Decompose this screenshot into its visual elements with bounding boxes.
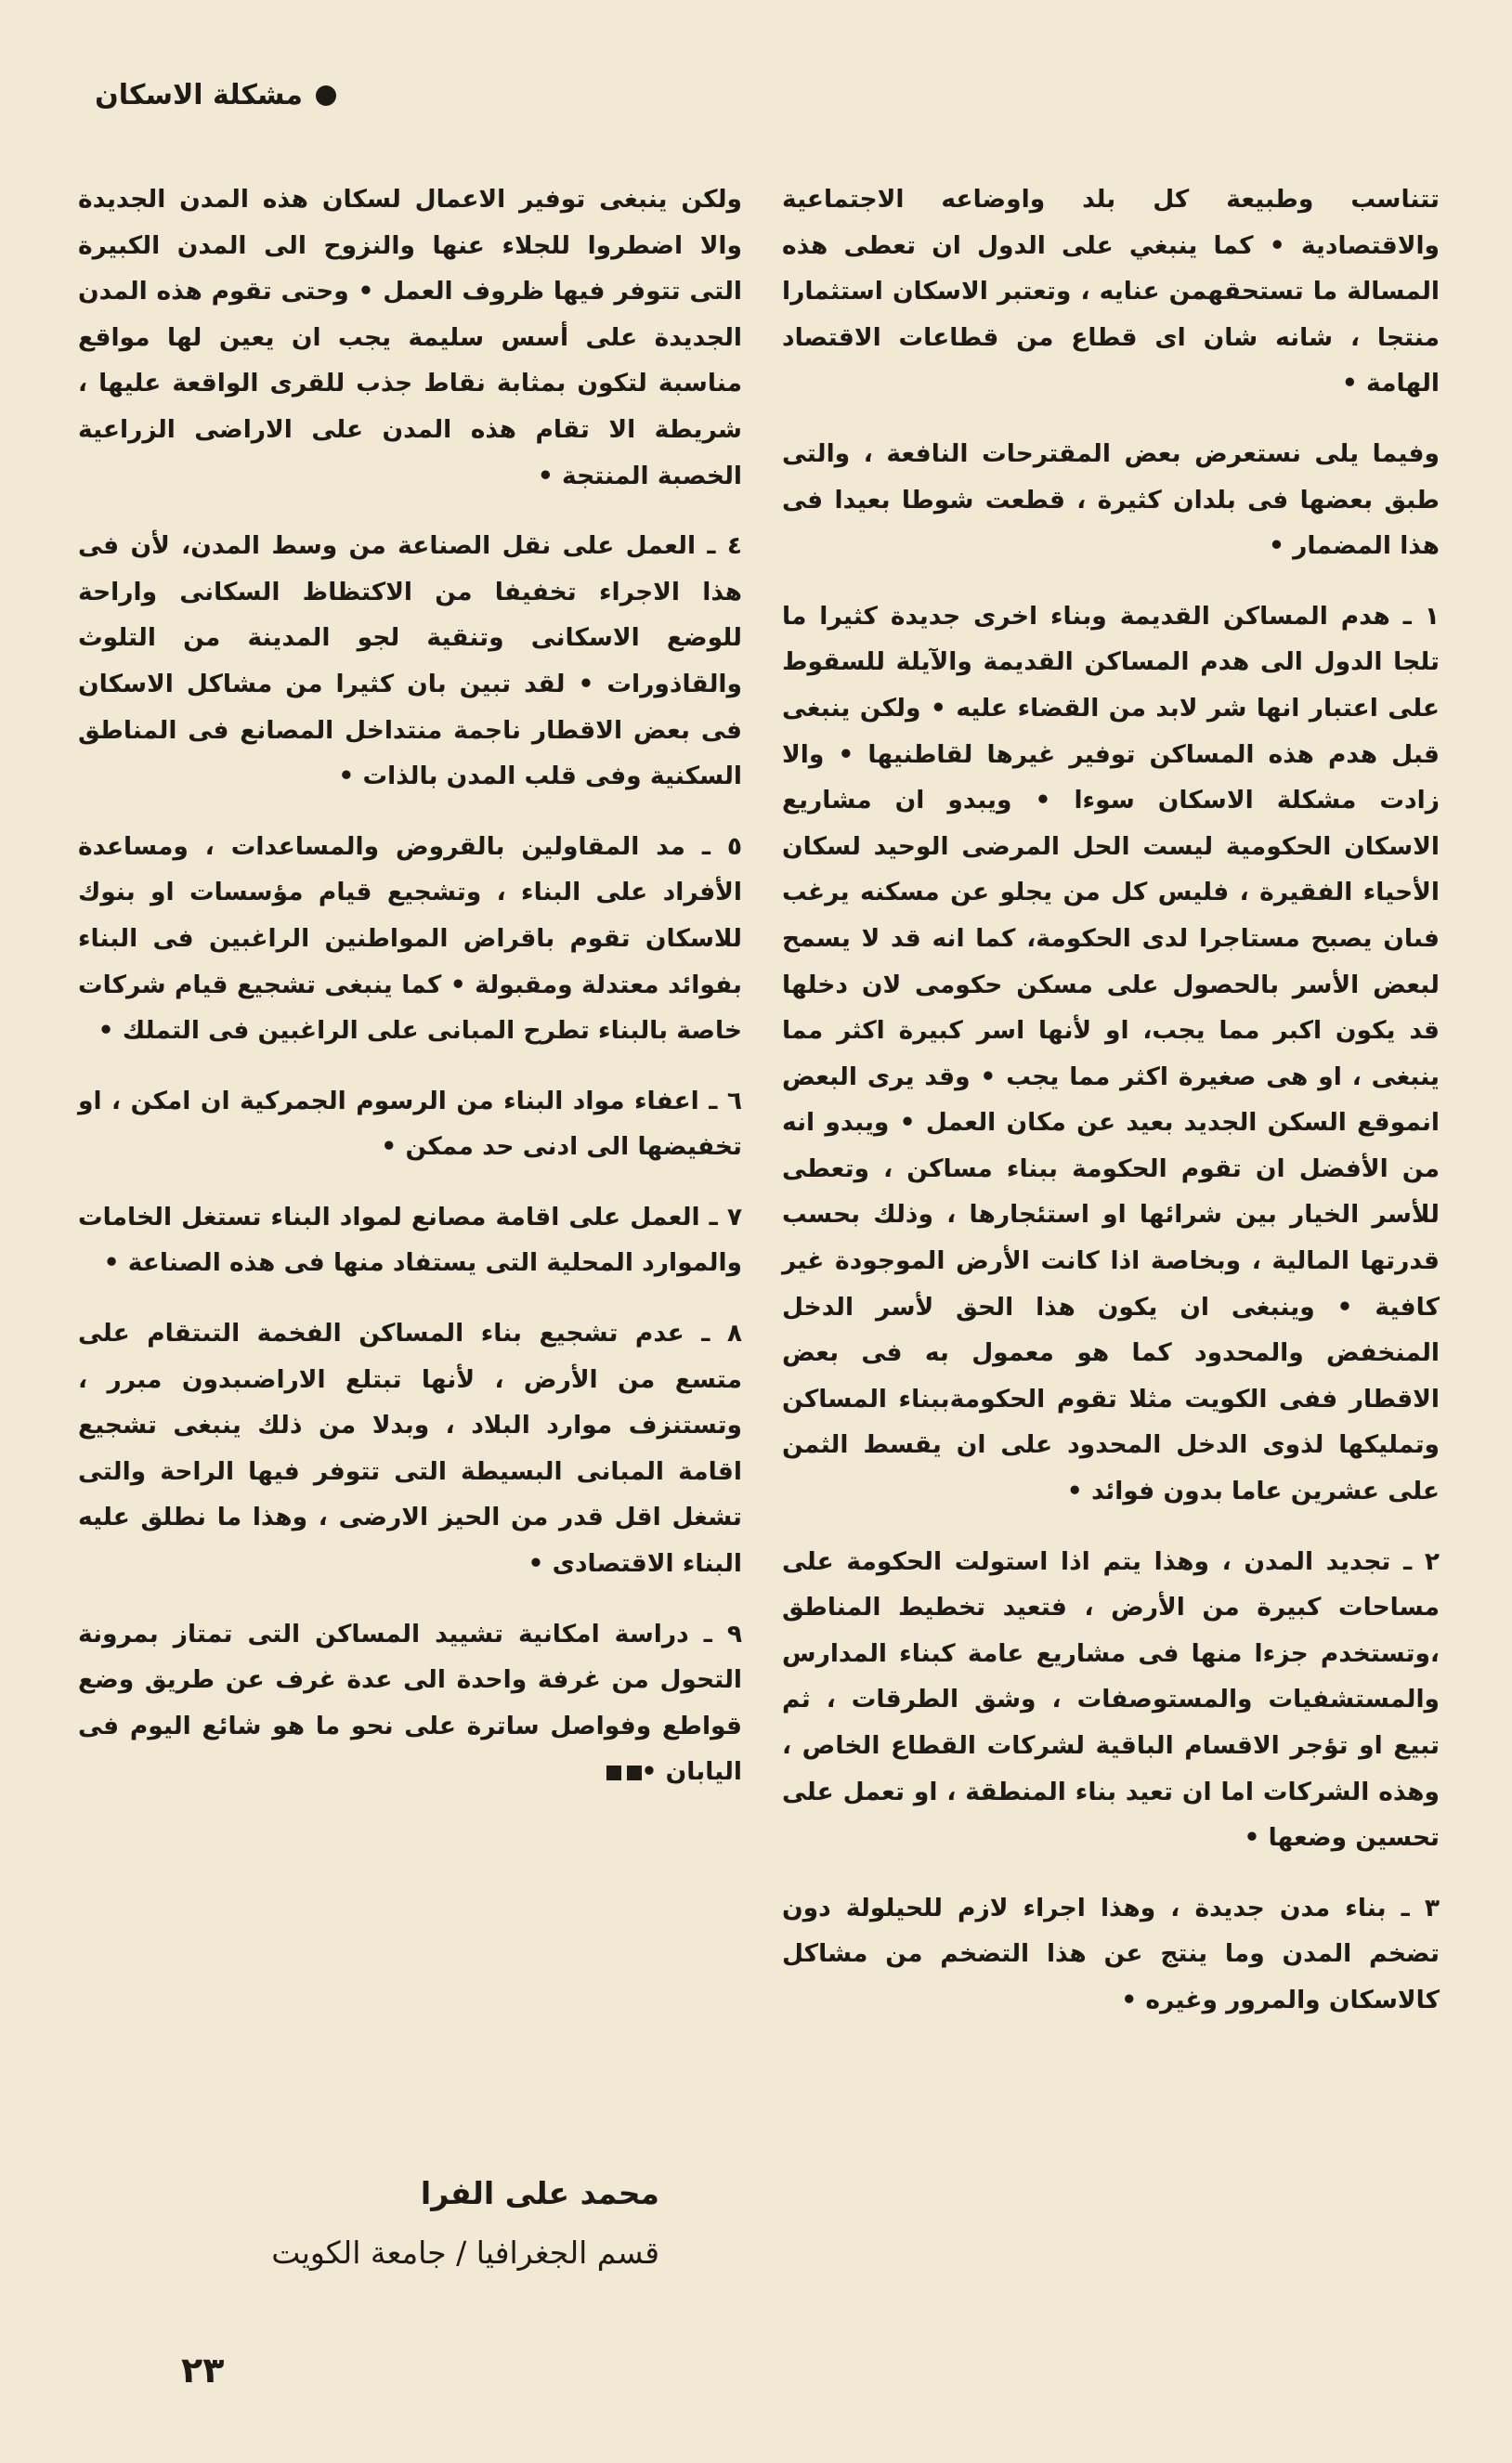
section-title: مشكلة الاسكان bbox=[95, 79, 303, 111]
paragraph: ٢ ـ تجديد المدن ، وهذا يتم اذا استولت الحكومة على مساحات كبيرة من الأرض ، فتعيد تخطيط المناطق ،وتستخدم جزءا منها فى مشاريع عامة كبناء المدارس والمستشفيات والمستوصفات ، وشق الطرقات ، ثم تبيع او تؤجر الاقسام الباقية لشركات القطاع الخاص ، وهذه الشركات اما ان تعيد بناء المنطقة ، او تعمل على تحسين وضعها • bbox=[782, 1546, 1440, 1853]
bullet-dot-icon bbox=[316, 85, 336, 106]
paragraph: ٧ ـ العمل على اقامة مصانع لمواد البناء تستغل الخامات والموارد المحلية التى يستفاد منها فى هذه الصناعة • bbox=[78, 1202, 742, 1278]
left-column bbox=[78, 176, 742, 1819]
end-of-article-icon bbox=[606, 1766, 642, 1780]
paragraph: ٣ ـ بناء مدن جديدة ، وهذا اجراء لازم للحيلولة دون تضخم المدن وما ينتج عن هذا التضخم من مشاكل كالاسكان والمرور وغيره • bbox=[782, 1893, 1440, 2014]
author-affiliation: قسم الجغرافيا / جامعة الكويت bbox=[271, 2235, 659, 2271]
paragraph: تتناسب وطبيعة كل بلد واوضاعه الاجتماعية والاقتصادية • كما ينبغي على الدول ان تعطى هذه المسالة ما تستحقهمن عنايه ، وتعتبر الاسكان استثمارا منتجا ، شانه شان اى قطاع من قطاعات الاقتصاد الهامة • bbox=[782, 185, 1440, 398]
paragraph: وفيما يلى نستعرض بعض المقترحات النافعة ، والتى طبق بعضها فى بلدان كثيرة ، قطعت شوطا بعيدا فى هذا المضمار • bbox=[782, 438, 1440, 561]
paragraph: ٨ ـ عدم تشجيع بناء المساكن الفخمة التىتقام على متسع من الأرض ، لأنها تبتلع الاراضىبدون مبرر ، وتستنزف موارد البلاد ، وبدلا من ذلك ينبغى تشجيع اقامة المبانى البسيطة التى تتوفر فيها الراحة والتى تشغل اقل قدر من الحيز الارضى ، وهذا ما نطلق عليه البناء الاقتصادى • bbox=[78, 1319, 742, 1579]
signature bbox=[111, 2164, 659, 2283]
page-number: ٢٣ bbox=[181, 2350, 225, 2391]
paragraph-text: ٩ ـ دراسة امكانية تشييد المساكن التى تمتاز بمرونة التحول من غرفة واحدة الى عدة غرف عن طريق وضع قواطع وفواصل ساترة على نحو ما هو شائع اليوم فى اليابان • bbox=[78, 1619, 742, 1787]
paragraph bbox=[78, 1611, 742, 1795]
author-name: محمد على الفرا bbox=[420, 2175, 659, 2211]
paragraph: ٤ ـ العمل على نقل الصناعة من وسط المدن، لأن فى هذا الاجراء تخفيفا من الاكتظاظ السكانى واراحة للوضع الاسكانى وتنقية لجو المدينة من التلوث والقاذورات • لقد تبين بان كثيرا من مشاكل الاسكان فى بعض الاقطار ناجمة منتداخل المصانع فى المناطق السكنية وفى قلب المدن بالذات • bbox=[78, 531, 742, 791]
section-header bbox=[95, 79, 336, 111]
paragraph: ١ ـ هدم المساكن القديمة وبناء اخرى جديدة كثيرا ما تلجا الدول الى هدم المساكن القديمة والآيلة للسقوط على اعتبار انها شر لابد من القضاء عليه • ولكن ينبغى قبل هدم هذه المساكن توفير غيرها لقاطنيها • والا زادت مشكلة الاسكان سوءا • ويبدو ان مشاريع الاسكان الحكومية ليست الحل المرضى الوحيد لسكان الأحياء الفقيرة ، فليس كل من يجلو عن مسكنه يرغب فىان يصبح مستاجرا لدى الحكومة، كما انه قد لا يسمح لبعض الأسر بالحصول على مسكن حكومى لان دخلها قد يكون اكبر مما يجب، او لأنها اسر كبيرة اكثر مما ينبغى ، او هى صغيرة اكثر مما يجب • وقد يرى البعض انموقع السكن الجديد بعيد عن مكان العمل • ويبدو انه من الأفضل ان تقوم الحكومة ببناء مساكن ، وتعطى للأسر الخيار بين شرائها او استئجارها ، وذلك بحسب قدرتها المالية ، وبخاصة اذا كانت الأرض الموجودة غير كافية • وينبغى ان يكون هذا الحق لأسر الدخل المنخفض والمحدود كما هو معمول به فى بعض الاقطار ففى الكويت مثلا تقوم الحكومةببناء المساكن وتمليكها لذوى الدخل المحدود على ان يقسط الثمن على عشرين عاما بدون فوائد • bbox=[782, 601, 1440, 1506]
paragraph: ٥ ـ مد المقاولين بالقروض والمساعدات ، ومساعدة الأفراد على البناء ، وتشجيع قيام مؤسسات او بنوك للاسكان تقوم باقراض المواطنين الراغبين فى البناء بفوائد معتدلة ومقبولة • كما ينبغى تشجيع قيام شركات خاصة بالبناء تطرح المبانى على الراغبين فى التملك • bbox=[78, 831, 742, 1046]
paragraph: ٦ ـ اعفاء مواد البناء من الرسوم الجمركية ان امكن ، او تخفيضها الى ادنى حد ممكن • bbox=[78, 1086, 742, 1162]
paragraph: ولكن ينبغى توفير الاعمال لسكان هذه المدن الجديدة والا اضطروا للجلاء عنها والنزوح الى المدن الكبيرة التى تتوفر فيها ظروف العمل • وحتى تقوم هذه المدن الجديدة على أسس سليمة يجب ان يعين لها مواقع مناسبة لتكون بمثابة نقاط جذب للقرى الواقعة عليها ، شريطة الا تقام هذه المدن على الاراضى الزراعية الخصبة المنتجة • bbox=[78, 185, 742, 490]
right-column bbox=[782, 176, 1440, 2048]
